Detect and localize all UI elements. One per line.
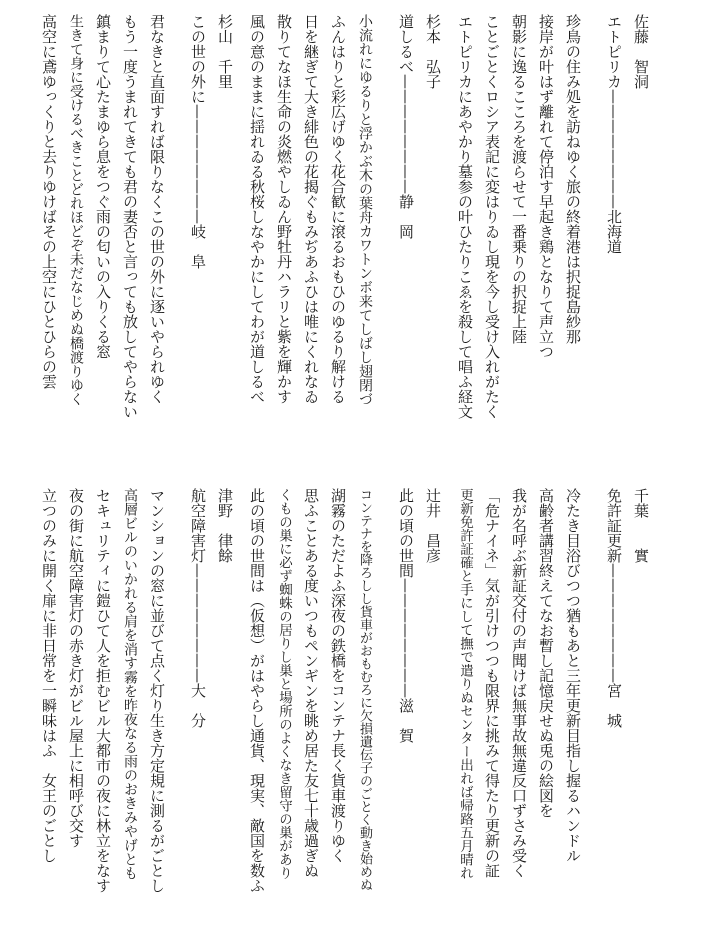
- poem-line: 風の意のままに揺れゐる秋桜しなやかにしてわが道しるべ: [248, 14, 266, 404]
- section-header: [184, 14, 238, 419]
- poem-line: 湖霧のただよふ深夜の鉄橋をコンテナ長く貨車渡りゆく: [329, 488, 347, 863]
- poem-line: 更新免許証確と手にして撫で遣りぬセンター出れば帰路五月晴れ: [457, 488, 473, 880]
- poem-title: この世の外に: [189, 14, 207, 104]
- poem-line: 「危ナイネ」気が引けつつも限界に挑みて得たり更新の証: [483, 488, 501, 878]
- section-header: [600, 14, 654, 419]
- prefecture: 大 分: [189, 683, 207, 728]
- poem-line: マンションの窓に並びて点く灯り生き方定規に測るがごとし: [148, 488, 166, 893]
- poem-line: 小流れにゆるりと浮かぶ木の葉舟カワトンボ来てしばし翅閉づ: [357, 14, 373, 406]
- title-dash: ————————: [397, 578, 415, 698]
- poem-line: くもの巣に必ず蜘蛛の居りし巣と場所のよくなき留守の巣があり: [276, 488, 292, 880]
- poem-line: 高空に鳶ゆっくりと去りゆけばその上空にひとひらの雲: [40, 14, 58, 389]
- poem-line: 接岸が叶はず離れて停泊す早起き鶏となりて声立つ: [537, 14, 555, 359]
- section-tsujii: [243, 488, 446, 893]
- title-dash: ————————: [605, 89, 623, 209]
- poem-title: 免許証更新: [605, 488, 623, 563]
- author-name: 千葉 實: [632, 488, 650, 563]
- poem-line: 思ふことある度いつもペンギンを眺め居た友七十歳過ぎぬ: [302, 488, 320, 878]
- section-header: [600, 488, 654, 893]
- poem-line: ことごとくロシア表記に変はりゐし現を今し受け入れがたく: [483, 14, 501, 419]
- poem-line: 散りてなほ生命の炎燃やしゐん野牡丹ハラリと紫を輝かす: [275, 14, 293, 404]
- section-header: [392, 14, 446, 419]
- poem-line: 朝影に逸るこころを渡らせて一番乗りの択捉上陸: [510, 14, 528, 344]
- poem-line: 夜の街に航空障害灯の赤き灯がビル屋上に相呼び交す: [67, 488, 85, 848]
- prefecture: 滋 賀: [397, 698, 415, 743]
- poem-line: 鎮まりて心たまゆら息をつぐ雨の匂いの入りくる窓: [94, 14, 112, 359]
- title-dash: ————————: [189, 563, 207, 683]
- poem-line: 立つのみに開く扉に非日常を一瞬味はふ 女王のごとし: [40, 488, 58, 863]
- section-tsuno: [35, 488, 238, 893]
- poem-line: コンテナを降ろしし貨車がおもむろに欠損遺伝子のごとく動き始めぬ: [357, 488, 372, 891]
- poem-line: 君なきと直面すれば限りなくこの世の外に逐いやられゆく: [148, 14, 166, 404]
- poem-title: 此の頃の世間: [397, 488, 415, 578]
- poem-line: ふんはりと彩広げゆく花合歓に滾るおもひのゆるり解ける: [329, 14, 347, 404]
- poem-line: 日を継ぎて大き緋色の花揭ぐもみぢあふひは唯にくれなゐ: [302, 14, 320, 404]
- title-dash: ————————: [605, 563, 623, 683]
- poem-title: 航空障害灯: [189, 488, 207, 563]
- prefecture: 静 岡: [397, 194, 415, 239]
- section-header: [392, 488, 446, 893]
- poem-line: セキュリティに鎧ひて人を拒むビル大都市の夜に林立をなす: [94, 488, 112, 893]
- poem-line: もう一度うまれてきても君の妻否と言っても放してやらない: [121, 14, 139, 419]
- poem-title: 道しるべ: [397, 14, 415, 74]
- author-name: 辻井 昌彦: [424, 488, 442, 563]
- author-name: 津野 律餘: [216, 488, 234, 563]
- prefecture: 宮 城: [605, 683, 623, 728]
- title-dash: ————————: [397, 74, 415, 194]
- author-name: 佐藤 智洞: [632, 14, 650, 89]
- poem-title: エトピリカ: [605, 14, 623, 89]
- section-sato: [451, 14, 654, 419]
- section-sugimoto: [243, 14, 446, 419]
- poem-line: 我が名呼ぶ新証交付の声聞けば無事故無違反口ずさみ受く: [510, 488, 528, 878]
- prefecture: 岐 阜: [189, 224, 207, 269]
- section-sugiyama: [35, 14, 238, 419]
- title-dash: ————————: [189, 104, 207, 224]
- poem-line: 高層ビルのいかれる肩を消す霧を昨夜なる雨のおきみやげとも: [122, 488, 138, 880]
- section-chiba: [451, 488, 654, 893]
- prefecture: 北海道: [605, 209, 623, 254]
- poem-line: エトピリカにあやかり墓参の叶ひたりこゑを殺して唱ふ経文: [456, 14, 474, 419]
- poem-line: 高齢者講習終えてなお暫し記憶戻せぬ兎の絵図を: [537, 488, 555, 818]
- poem-line: 冷たき目浴びつつ猶もあと三年更新目指し握るハンドル: [564, 488, 582, 863]
- author-name: 杉本 弘子: [424, 14, 442, 89]
- author-name: 杉山 千里: [216, 14, 234, 89]
- poem-line: 此の頃の世間は（仮想）がはやらし通貨、現実、敵国を数ふ: [248, 488, 266, 893]
- poem-line: 生きて身に受けるべきことどれほどぞ未だなじめぬ橋渡りゆく: [68, 14, 84, 406]
- poem-line: 珍鳥の住み処を訪ねゆく旅の終着港は択捉島紗那: [564, 14, 582, 344]
- section-header: [184, 488, 238, 893]
